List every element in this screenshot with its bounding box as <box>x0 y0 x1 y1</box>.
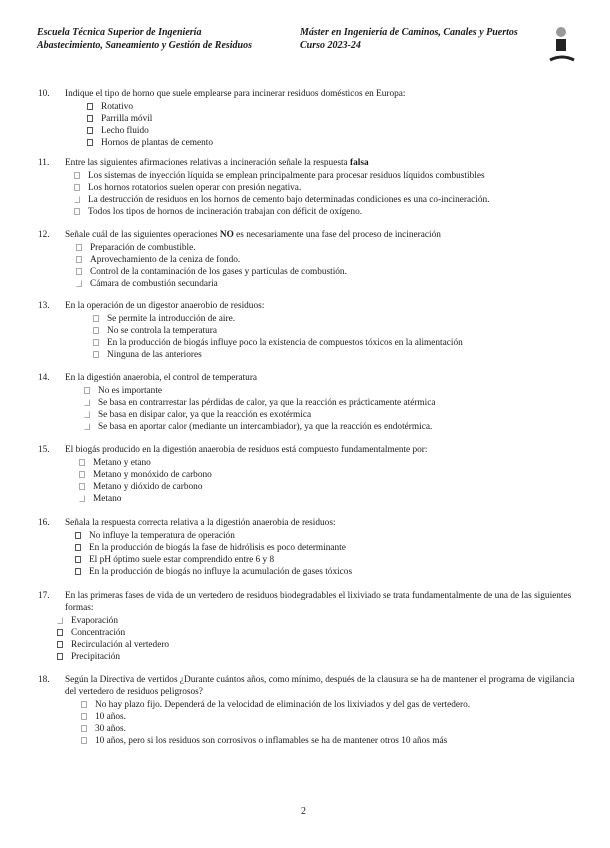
question-number: 15. <box>38 445 50 455</box>
answer-option[interactable]: Rotativo <box>38 101 583 113</box>
answer-option[interactable]: Se permite la introducción de aire. <box>38 313 583 325</box>
question-number: 18. <box>38 675 50 685</box>
answer-option[interactable]: Metano y etano <box>38 457 583 469</box>
answer-option[interactable]: Recirculación al vertedero <box>38 639 583 651</box>
checkbox-icon[interactable] <box>79 459 85 466</box>
question-18 <box>38 674 583 747</box>
question-12 <box>38 229 583 290</box>
answer-option[interactable]: 30 años. <box>38 723 583 735</box>
program-header <box>300 26 518 52</box>
checkbox-icon[interactable] <box>57 641 63 648</box>
answer-option[interactable]: La destrucción de residuos en los hornos de cemento bajo determinadas condiciones es una co-incineración. <box>38 194 583 206</box>
checkbox-icon[interactable] <box>87 127 93 134</box>
checkbox-icon[interactable] <box>79 483 85 490</box>
university-logo <box>548 26 576 66</box>
checkbox-icon[interactable] <box>76 268 82 275</box>
checkbox-icon[interactable] <box>57 629 63 636</box>
question-number: 10. <box>38 89 50 99</box>
answer-option[interactable]: Evaporación <box>38 615 583 627</box>
answer-option[interactable]: Lecho fluido <box>38 125 583 137</box>
question-number: 16. <box>38 518 50 528</box>
checkbox-icon[interactable] <box>81 725 87 732</box>
question-stem: Indique el tipo de horno que suele emplearse para incinerar residuos domésticos en Europa: <box>65 89 406 99</box>
answer-option[interactable]: Concentración <box>38 627 583 639</box>
question-stem: En la digestión anaerobia, el control de temperatura <box>65 373 258 383</box>
answer-option[interactable]: Cámara de combustión secundaria <box>38 278 583 290</box>
question-14 <box>38 372 583 433</box>
checkbox-icon[interactable] <box>79 495 85 502</box>
answer-option[interactable]: Metano <box>38 493 583 505</box>
question-number: 17. <box>38 591 50 601</box>
question-15 <box>38 444 583 505</box>
course-subject: Abastecimiento, Saneamiento y Gestión de Residuos <box>37 40 253 51</box>
checkbox-icon[interactable] <box>74 196 80 203</box>
checkbox-icon[interactable] <box>84 423 90 430</box>
question-stem: Señale cuál de las siguientes operaciones NO es necesariamente una fase del proceso de incineración <box>65 230 441 240</box>
checkbox-icon[interactable] <box>76 280 82 287</box>
answer-option[interactable]: Parrilla móvil <box>38 113 583 125</box>
checkbox-icon[interactable] <box>75 532 81 539</box>
school-name: Escuela Técnica Superior de Ingeniería <box>37 27 202 38</box>
checkbox-icon[interactable] <box>57 617 63 624</box>
question-number: 13. <box>38 301 50 311</box>
school-header <box>37 26 252 52</box>
answer-option[interactable]: Metano y monóxido de carbono <box>38 469 583 481</box>
checkbox-icon[interactable] <box>76 244 82 251</box>
checkbox-icon[interactable] <box>74 184 80 191</box>
question-13 <box>38 300 583 361</box>
question-17 <box>38 590 583 663</box>
checkbox-icon[interactable] <box>87 115 93 122</box>
checkbox-icon[interactable] <box>74 172 80 179</box>
question-10 <box>38 88 583 149</box>
checkbox-icon[interactable] <box>84 399 90 406</box>
answer-option[interactable]: 10 años, pero si los residuos son corrosivos o inflamables se ha de mantener otros 10 años más <box>38 735 583 747</box>
answer-option[interactable]: Preparación de combustible. <box>38 242 583 254</box>
checkbox-icon[interactable] <box>87 139 93 146</box>
academic-year: Curso 2023-24 <box>300 40 361 51</box>
answer-option[interactable]: No influye la temperatura de operación <box>38 530 583 542</box>
program-name: Máster en Ingeniería de Caminos, Canales y Puertos <box>300 27 518 38</box>
answer-option[interactable]: Hornos de plantas de cemento <box>38 137 583 149</box>
question-stem: En las primeras fases de vida de un vertedero de residuos biodegradables el lixiviado se trata fundamentalmente de una de las siguientes formas: <box>65 591 572 613</box>
checkbox-icon[interactable] <box>93 339 99 346</box>
answer-option[interactable]: Ninguna de las anteriores <box>38 349 583 361</box>
checkbox-icon[interactable] <box>75 568 81 575</box>
question-number: 11. <box>38 158 50 168</box>
page-number: 2 <box>301 806 306 817</box>
answer-option[interactable]: No se controla la temperatura <box>38 325 583 337</box>
answer-option[interactable]: Control de la contaminación de los gases y partículas de combustión. <box>38 266 583 278</box>
question-stem: Según la Directiva de vertidos ¿Durante cuántos años, como mínimo, después de la clausura se ha de mantener el programa de vigilancia del vertedero de residuos peligrosos? <box>65 675 575 697</box>
answer-option[interactable]: Aprovechamiento de la ceniza de fondo. <box>38 254 583 266</box>
checkbox-icon[interactable] <box>84 387 90 394</box>
question-stem: El biogás producido en la digestión anaerobia de residuos está compuesto fundamentalmente por: <box>65 445 428 455</box>
checkbox-icon[interactable] <box>93 327 99 334</box>
question-number: 12. <box>38 230 50 240</box>
checkbox-icon[interactable] <box>81 713 87 720</box>
answer-option[interactable]: No hay plazo fijo. Dependerá de la velocidad de eliminación de los lixiviados y del gas de vertedero. <box>38 699 583 711</box>
question-stem: En la operación de un digestor anaerobio de residuos: <box>65 301 265 311</box>
checkbox-icon[interactable] <box>76 256 82 263</box>
checkbox-icon[interactable] <box>57 653 63 660</box>
answer-option[interactable]: 10 años. <box>38 711 583 723</box>
checkbox-icon[interactable] <box>93 351 99 358</box>
checkbox-icon[interactable] <box>93 315 99 322</box>
checkbox-icon[interactable] <box>79 471 85 478</box>
question-number: 14. <box>38 373 50 383</box>
checkbox-icon[interactable] <box>81 701 87 708</box>
answer-option[interactable]: En la producción de biogás influye poco la existencia de compuestos tóxicos en la alimentación <box>38 337 583 349</box>
answer-option[interactable]: En la producción de biogás la fase de hidrólisis es poco determinante <box>38 542 583 554</box>
answer-option[interactable]: Se basa en aportar calor (mediante un intercambiador), ya que la reacción es endotérmica. <box>38 421 583 433</box>
answer-option[interactable]: Todos los tipos de hornos de incineración trabajan con déficit de oxígeno. <box>38 206 583 218</box>
checkbox-icon[interactable] <box>81 737 87 744</box>
answer-option[interactable]: Los hornos rotatorios suelen operar con presión negativa. <box>38 182 583 194</box>
checkbox-icon[interactable] <box>87 103 93 110</box>
question-16 <box>38 517 583 578</box>
checkbox-icon[interactable] <box>84 411 90 418</box>
answer-option[interactable]: Se basa en disipar calor, ya que la reacción es exotérmica <box>38 409 583 421</box>
answer-option[interactable]: No es importante <box>38 385 583 397</box>
answer-option[interactable]: Los sistemas de inyección líquida se emplean principalmente para procesar residuos líquidos combustibles <box>38 170 583 182</box>
answer-option[interactable]: Se basa en contrarrestar las pérdidas de calor, ya que la reacción es prácticamente atérmica <box>38 397 583 409</box>
checkbox-icon[interactable] <box>75 556 81 563</box>
answer-option[interactable]: El pH óptimo suele estar comprendido entre 6 y 8 <box>38 554 583 566</box>
answer-option[interactable]: En la producción de biogás no influye la acumulación de gases tóxicos <box>38 566 583 578</box>
question-stem: Señala la respuesta correcta relativa a la digestión anaerobia de residuos: <box>65 518 336 528</box>
question-stem: Entre las siguientes afirmaciones relativas a incineración señale la respuesta falsa <box>65 158 369 168</box>
question-11 <box>38 157 583 218</box>
checkbox-icon[interactable] <box>74 208 80 215</box>
answer-option[interactable]: Precipitación <box>38 651 583 663</box>
answer-option[interactable]: Metano y dióxido de carbono <box>38 481 583 493</box>
checkbox-icon[interactable] <box>75 544 81 551</box>
